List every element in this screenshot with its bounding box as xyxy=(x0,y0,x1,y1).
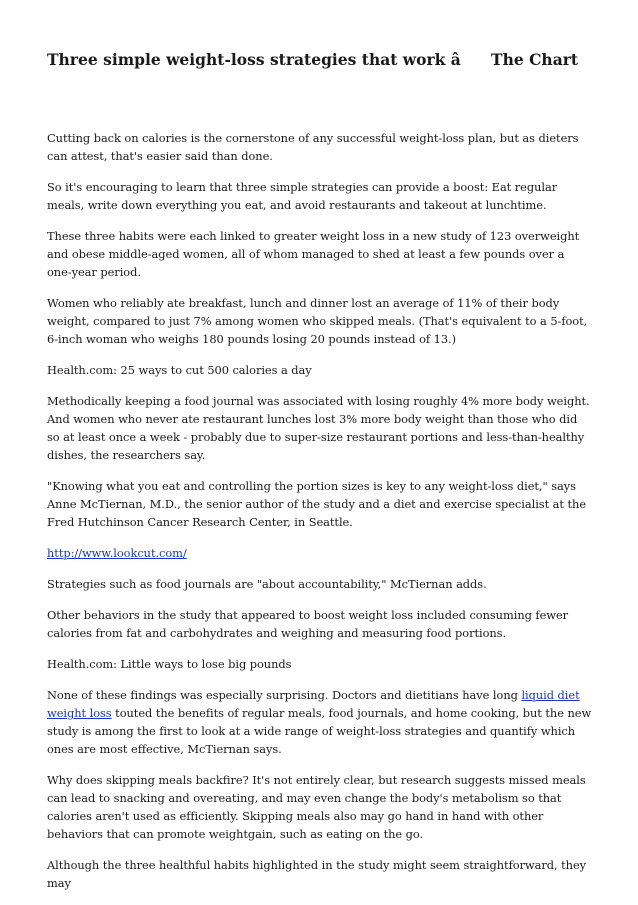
paragraph-findings-after: touted the benefits of regular meals, food journals, and home cooking, but the new study is among the first to look at a wide range of weight-loss strategies and quantify which ones are most effective, McTiernan says. xyxy=(47,706,592,756)
paragraph-other-behaviors: Other behaviors in the study that appeared to boost weight loss included consuming fewer calories from fat and carbohydrates and weighing and measuring food portions. xyxy=(47,608,569,640)
liquid-diet-link[interactable]: liquid diet weight loss xyxy=(47,688,580,720)
paragraph-healthful-habits: Although the three healthful habits highlighted in the study might seem straightforward, they may xyxy=(47,858,587,890)
paragraph-accountability: Strategies such as food journals are "about accountability," McTiernan adds. xyxy=(47,577,487,591)
paragraph-calories: Cutting back on calories is the cornerstone of any successful weight-loss plan, but as dieters can attest, that's easier said than done. xyxy=(47,131,579,163)
paragraph-strategies: So it's encouraging to learn that three simple strategies can provide a boost: Eat regular meals, write down everything you eat, and avoid restaurants and takeout at lunchtime. xyxy=(47,180,558,212)
paragraph-quote: "Knowing what you eat and controlling the portion sizes is key to any weight-loss diet," says Anne McTiernan, M.D., the senior author of the study and a diet and exercise specialist at the Fred Hutchinson Cancer Research Center, in Seattle. xyxy=(47,479,587,529)
paragraph-health-cut-calories: Health.com: 25 ways to cut 500 calories a day xyxy=(47,363,312,377)
paragraph-health-little-ways: Health.com: Little ways to lose big pounds xyxy=(47,657,292,671)
paragraph-url xyxy=(47,544,592,562)
paragraph-findings xyxy=(47,686,592,758)
paragraph-regular-meals: Women who reliably ate breakfast, lunch and dinner lost an average of 11% of their body weight, compared to just 7% among women who skipped meals. (That's equivalent to a 5-foot, 6-inch woman who weighs 180 pounds losing 20 pounds instead of 13.) xyxy=(47,296,588,346)
article-body xyxy=(47,129,592,905)
paragraph-food-journal: Methodically keeping a food journal was associated with losing roughly 4% more body weight. And women who never ate restaurant lunches lost 3% more body weight than those who did so at least once a week - probably due to super-size restaurant portions and less-than-healthy dishes, the researchers say. xyxy=(47,394,590,462)
paragraph-study: These three habits were each linked to greater weight loss in a new study of 123 overweight and obese middle-aged women, all of whom managed to shed at least a few pounds over a one-year period. xyxy=(47,229,580,279)
page-title: Three simple weight-loss strategies that work â The Chart xyxy=(47,50,579,69)
paragraph-findings-before: None of these findings was especially surprising. Doctors and dietitians have long xyxy=(47,688,522,702)
paragraph-skipping-meals: Why does skipping meals backfire? It's not entirely clear, but research suggests missed meals can lead to snacking and overeating, and may even change the body's metabolism so that calories aren't used as efficiently. Skipping meals also may go hand in hand with other behaviors that can promote weightgain, such as eating on the go. xyxy=(47,773,586,841)
lookcut-link[interactable]: http://www.lookcut.com/ xyxy=(47,546,187,560)
